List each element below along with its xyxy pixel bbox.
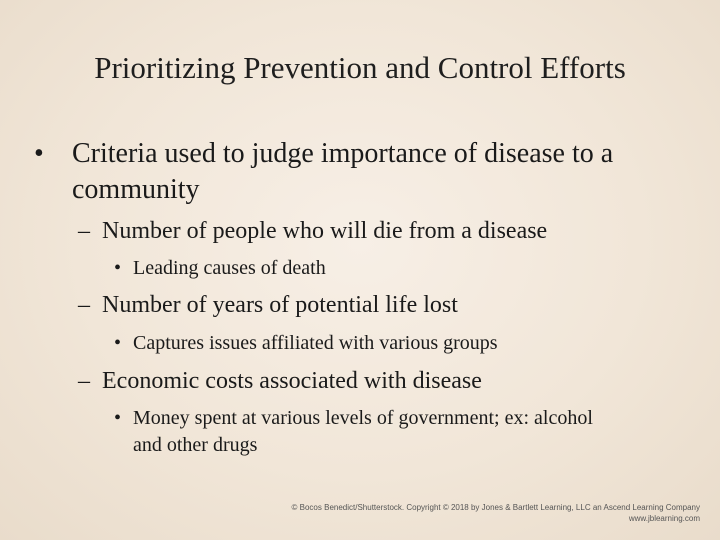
sub-item-economic-costs: Economic costs associated with disease bbox=[102, 368, 482, 394]
detail-money-spent: Money spent at various levels of government; ex: alcohol and other drugs bbox=[133, 407, 593, 456]
detail-bullet-marker: • bbox=[114, 332, 122, 354]
sub-item-dash: – bbox=[78, 218, 90, 244]
sub-item-years-lost: Number of years of potential life lost bbox=[102, 292, 458, 318]
detail-captures-issues: Captures issues affiliated with various groups bbox=[133, 332, 498, 354]
main-bullet-text: Criteria used to judge importance of disease to a community bbox=[72, 138, 614, 205]
slide-title: Prioritizing Prevention and Control Efforts bbox=[94, 50, 626, 85]
sub-item-deaths: Number of people who will die from a disease bbox=[102, 218, 548, 244]
copyright-text: © Bocos Benedict/Shutterstock. Copyright © 2018 by Jones & Bartlett Learning, LLC an Ascend Learning Company bbox=[291, 503, 700, 512]
sub-item-dash: – bbox=[78, 292, 90, 318]
sub-item-dash: – bbox=[78, 368, 90, 394]
detail-leading-causes: Leading causes of death bbox=[133, 257, 326, 279]
detail-bullet-marker: • bbox=[114, 257, 122, 279]
copyright-footer bbox=[292, 502, 700, 524]
detail-bullet-marker: • bbox=[114, 407, 122, 429]
website-link[interactable]: www.jblearning.com bbox=[628, 514, 700, 523]
bullet-marker: • bbox=[34, 138, 44, 169]
